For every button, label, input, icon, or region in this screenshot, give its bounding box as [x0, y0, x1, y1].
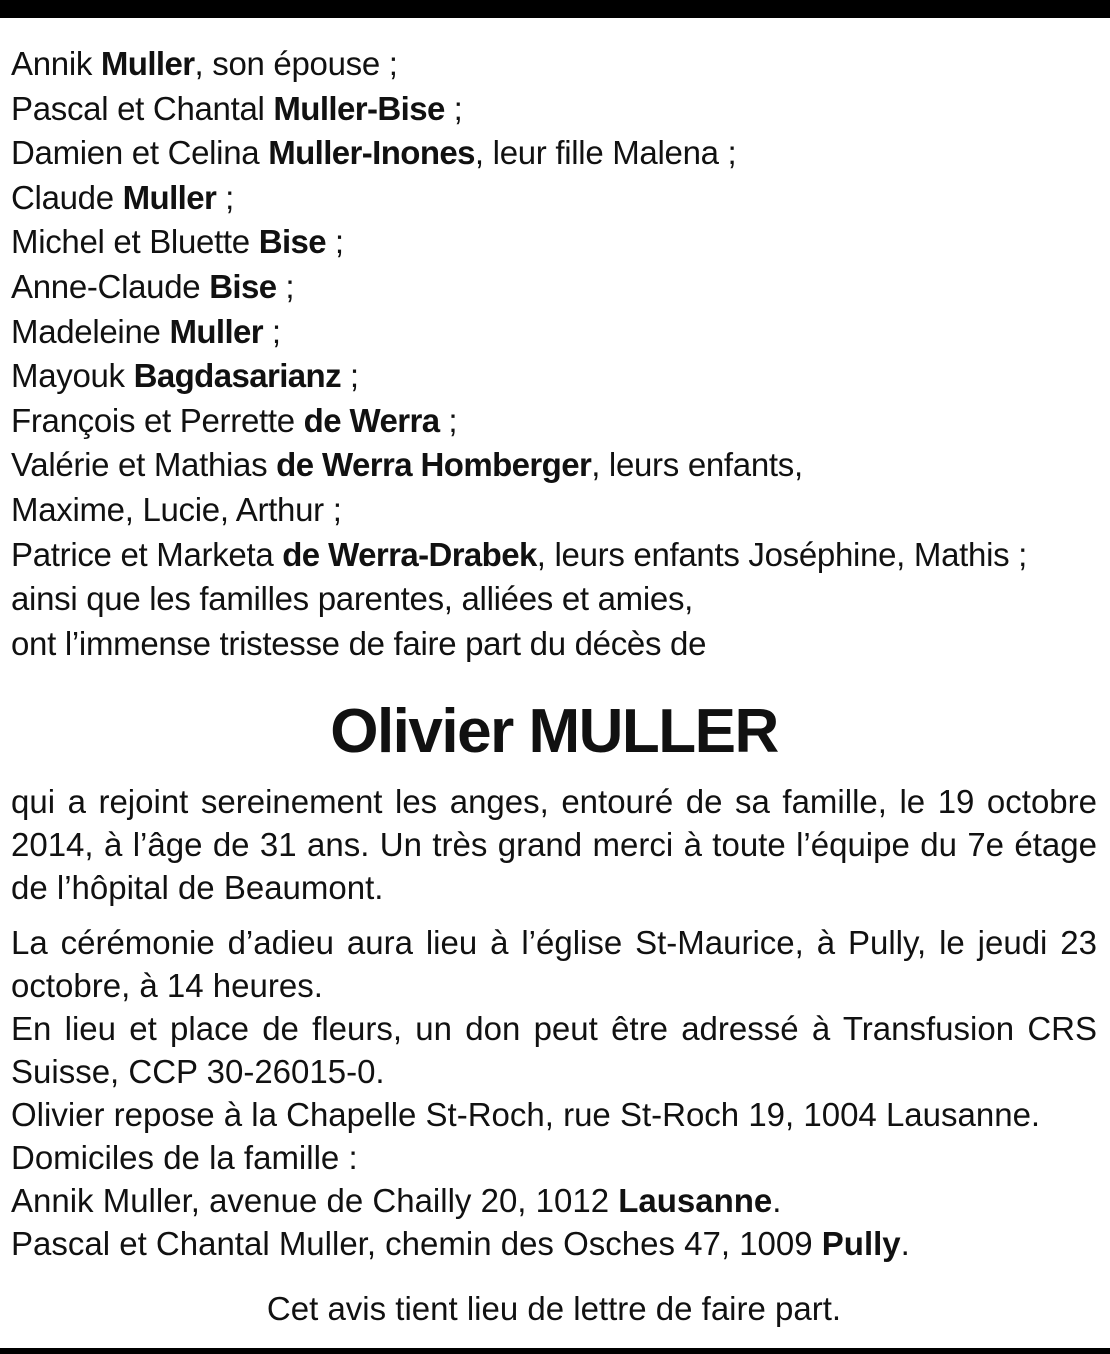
family-surname: Muller — [169, 312, 264, 350]
family-line: Annik Muller, son épouse ; — [11, 45, 398, 82]
family-line: Claude Muller ; — [11, 178, 234, 216]
domicile-line: Pascal et Chantal Muller, chemin des Osches 47, 1009 Pully. — [11, 1225, 910, 1263]
family-surname: Bise — [258, 223, 327, 261]
family-line: ont l’immense tristesse de faire part du décès de — [11, 624, 707, 662]
family-surname: de Werra-Drabek — [282, 535, 537, 573]
obituary-notice — [11, 42, 1097, 1330]
deceased-name: Olivier MULLER — [330, 697, 778, 767]
domicile-city: Pully — [821, 1225, 901, 1263]
family-surname: Muller — [100, 45, 195, 82]
family-surname: de Werra — [303, 401, 440, 439]
top-rule — [0, 0, 1110, 18]
domicile-line: Annik Muller, avenue de Chailly 20, 1012 Lausanne. — [11, 1182, 782, 1220]
family-surname: Bise — [209, 267, 277, 305]
family-line: Valérie et Mathias de Werra Homberger, leurs enfants, — [11, 446, 803, 484]
family-surname: Muller-Inones — [268, 134, 475, 172]
closing-note: Cet avis tient lieu de lettre de faire part. — [266, 1290, 842, 1328]
family-line: Pascal et Chantal Muller-Bise ; — [11, 89, 463, 127]
family-line: Maxime, Lucie, Arthur ; — [11, 490, 342, 528]
family-line: François et Perrette de Werra ; — [11, 401, 458, 439]
family-line: Damien et Celina Muller-Inones, leur fille Malena ; — [11, 134, 737, 172]
family-surname: Bagdasarianz — [133, 357, 342, 395]
domiciles-heading: Domiciles de la famille : — [11, 1139, 358, 1177]
family-line: Mayouk Bagdasarianz ; — [11, 357, 359, 395]
donation-paragraph: En lieu et place de fleurs, un don peut être adressé à Transfusion CRS Suisse, CCP 30-26015-0. — [11, 1010, 1097, 1091]
bottom-rule — [0, 1348, 1110, 1354]
family-surname: Muller — [122, 178, 217, 216]
family-line: Madeleine Muller ; — [11, 312, 281, 350]
announcement-paragraph: qui a rejoint sereinement les anges, entouré de sa famille, le 19 octobre 2014, à l’âge de 31 ans. Un très grand merci à toute l’équipe du 7e étage de l’hôpital de Beaumont. — [11, 783, 1097, 907]
domicile-city: Lausanne — [618, 1182, 773, 1220]
ceremony-paragraph: La cérémonie d’adieu aura lieu à l’église St-Maurice, à Pully, le jeudi 23 octobre, à 14 heures. — [11, 924, 1097, 1005]
family-line: Anne-Claude Bise ; — [11, 267, 295, 305]
family-line: ainsi que les familles parentes, alliées et amies, — [11, 580, 694, 618]
family-list — [11, 42, 1097, 666]
rest-place-paragraph: Olivier repose à la Chapelle St-Roch, rue St-Roch 19, 1004 Lausanne. — [11, 1096, 1041, 1134]
family-line: Patrice et Marketa de Werra-Drabek, leurs enfants Joséphine, Mathis ; — [11, 535, 1028, 573]
family-line: Michel et Bluette Bise ; — [11, 223, 344, 261]
family-surname: de Werra Homberger — [276, 446, 592, 484]
family-surname: Muller-Bise — [273, 89, 445, 127]
